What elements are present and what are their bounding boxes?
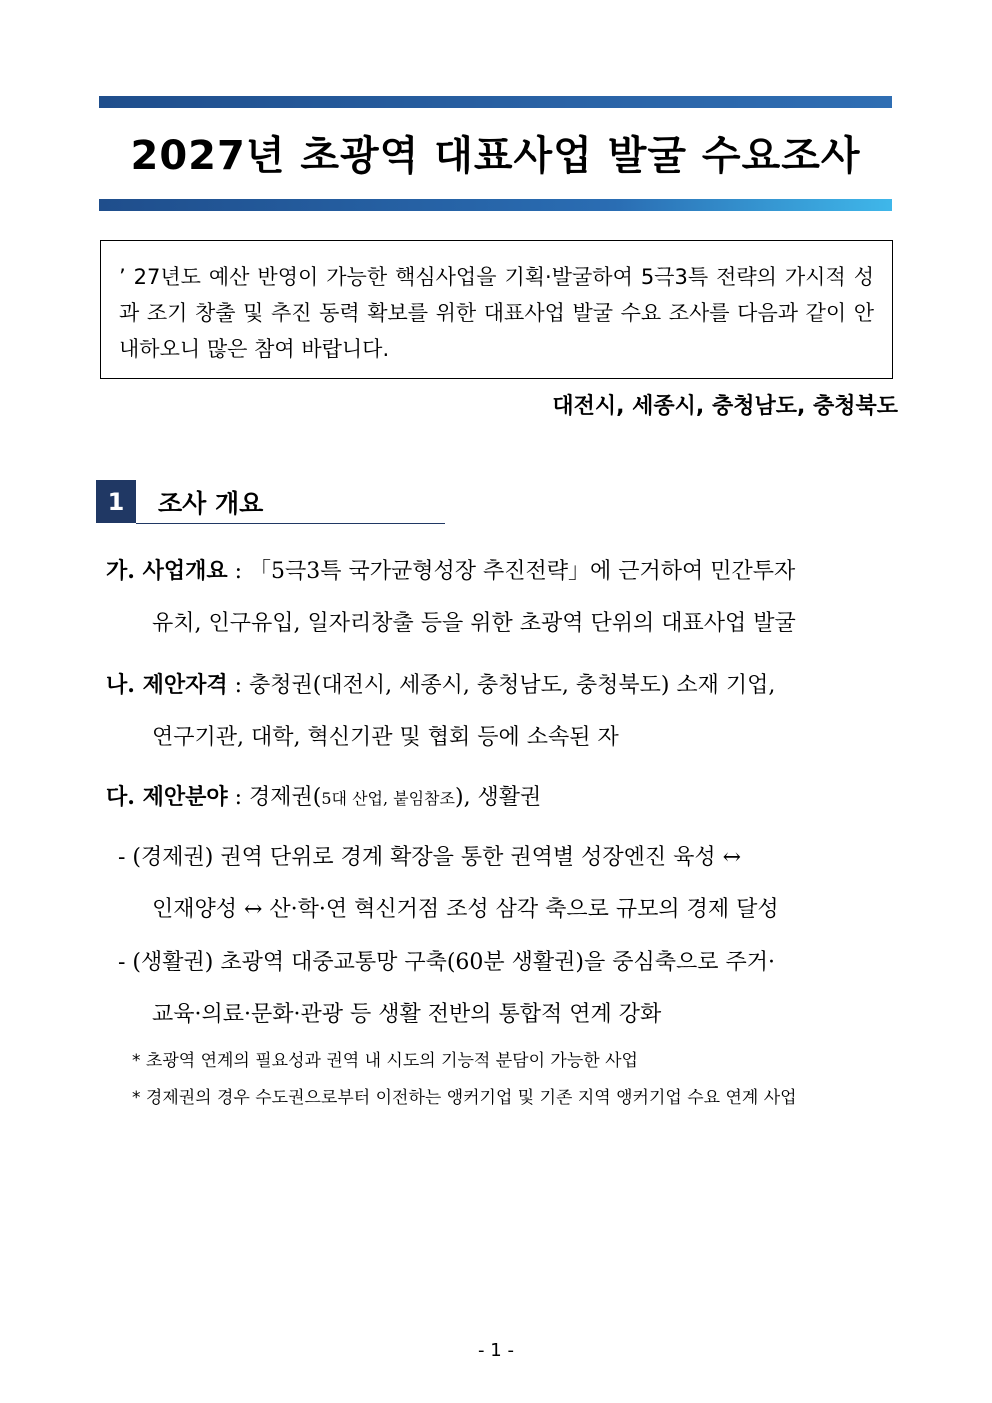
bullet-line1: - (경제권) 권역 단위로 경계 확장을 통한 권역별 성장엔진 육성 ↔: [118, 845, 742, 870]
organizations: 대전시, 세종시, 충청남도, 충청북도: [552, 394, 898, 419]
item-text-line2: 연구기관, 대학, 혁신기관 및 협회 등에 소속된 자: [152, 725, 619, 750]
section-title: 조사 개요: [158, 489, 264, 518]
bullet-living: [118, 937, 900, 1041]
intro-text: ’ 27년도 예산 반영이 가능한 핵심사업을 기획·발굴하여 5극3특 전략의 가시적 성과 조기 창출 및 추진 동력 확보를 위한 대표사업 발굴 수요 조사를 다음과 같이 안내하오니 많은 참여 바랍니다.: [119, 265, 874, 361]
item-text-small: 5대 산업, 붙임참조: [321, 789, 455, 808]
note-2: * 경제권의 경우 수도권으로부터 이전하는 앵커기업 및 기존 지역 앵커기업 수요 연계 사업: [132, 1088, 797, 1108]
page-number: - 1 -: [478, 1340, 514, 1361]
document-title: 2027년 초광역 대표사업 발굴 수요조사: [130, 133, 861, 179]
item-text-line2: 유치, 인구유입, 일자리창출 등을 위한 초광역 단위의 대표사업 발굴: [152, 611, 796, 636]
intro-box: [100, 240, 893, 379]
item-eligibility: 나. 제안자격 : 충청권(대전시, 세종시, 충청남도, 충청북도) 소재 기업, 연구기관, 대학, 혁신기관 및 협회 등에 소속된 자: [106, 659, 901, 764]
item-text-a: 경제권(: [249, 785, 322, 810]
item-text-b: ), 생활권: [454, 785, 542, 810]
item-text-line1: 「5극3특 국가균형성장 추진전략」에 근거하여 민간투자: [249, 559, 796, 584]
item-label: 가. 사업개요: [106, 558, 228, 584]
bullet-economic: [118, 832, 900, 936]
item-label: 나. 제안자격: [106, 672, 228, 698]
title-bottom-bar: [99, 199, 892, 211]
item-label: 다. 제안분야: [106, 784, 228, 810]
note-1: * 초광역 연계의 필요성과 권역 내 시도의 기능적 분담이 가능한 사업: [132, 1051, 638, 1071]
item-text-line1: 충청권(대전시, 세종시, 충청남도, 충청북도) 소재 기업,: [249, 673, 776, 698]
section-underline: [136, 523, 445, 524]
item-proposal-field: 다. 제안분야 : 경제권(5대 산업, 붙임참조), 생활권: [106, 784, 542, 810]
title-top-bar: [99, 96, 892, 108]
item-business-overview: 가. 사업개요 : 「5극3특 국가균형성장 추진전략」에 근거하여 민간투자 유치, 인구유입, 일자리창출 등을 위한 초광역 단위의 대표사업 발굴: [106, 545, 901, 650]
section-number-badge: 1: [96, 480, 136, 523]
bullet-line2: 인재양성 ↔ 산·학·연 혁신거점 조성 삼각 축으로 규모의 경제 달성: [152, 897, 779, 922]
bullet-line1: - (생활권) 초광역 대중교통망 구축(60분 생활권)을 중심축으로 주거·: [118, 950, 776, 975]
bullet-line2: 교육·의료·문화·관광 등 생활 전반의 통합적 연계 강화: [152, 1002, 662, 1027]
